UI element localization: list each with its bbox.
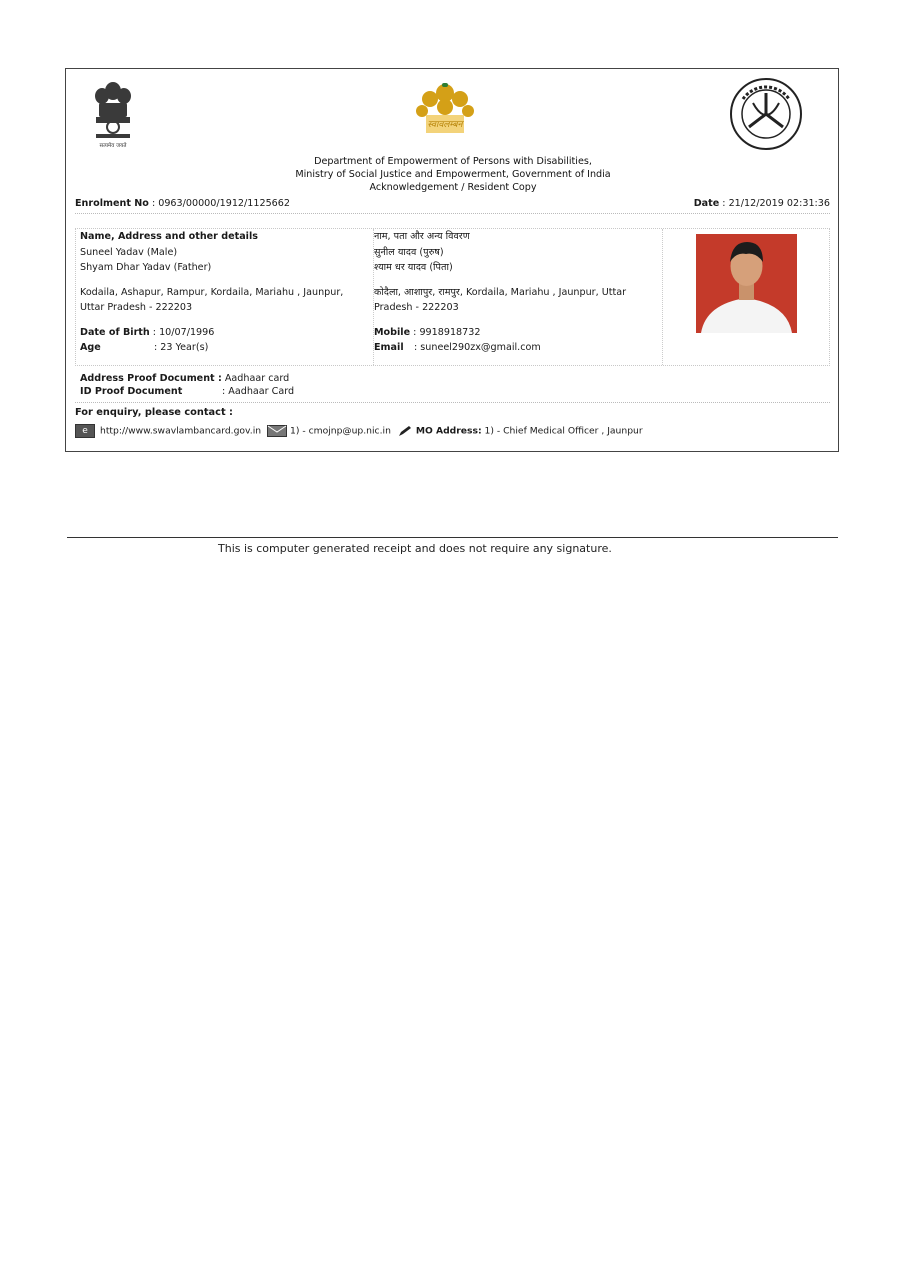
web-browser-icon: e	[75, 424, 95, 438]
address-line2-hi: Pradesh - 222203	[374, 302, 459, 313]
proof-divider	[75, 402, 830, 403]
address-proof-value: Aadhaar card	[221, 373, 290, 384]
contact-line	[75, 424, 643, 438]
mail-icon	[267, 425, 287, 437]
footer-rule	[67, 537, 838, 538]
address-line1-en: Kodaila, Ashapur, Rampur, Kordaila, Mariahu , Jaunpur,	[80, 286, 344, 298]
address-proof-label: Address Proof Document :	[80, 373, 222, 384]
age-value: : 23 Year(s)	[154, 342, 209, 353]
mo-address-label: MO Address:	[415, 425, 482, 437]
address-line2-en: Uttar Pradesh - 222203	[80, 302, 193, 313]
date-value: : 21/12/2019 02:31:36	[722, 198, 830, 209]
contact-email[interactable]: 1) - cmojnp@up.nic.in	[290, 425, 391, 437]
enrolment-value: : 0963/00000/1912/1125662	[151, 198, 290, 209]
header-line-department: Department of Empowerment of Persons with Disabilities,	[314, 156, 592, 167]
swavlamban-logo-text: स्वावलम्बन	[427, 120, 463, 130]
dob-value: : 10/07/1996	[152, 326, 215, 338]
address-line1-hi: कोदैला, आशापुर, रामपुर, Kordaila, Mariahu , Jaunpur, Uttar	[374, 286, 627, 298]
enrolment-label: Enrolment No	[75, 198, 149, 209]
enquiry-title: For enquiry, please contact :	[75, 407, 233, 418]
national-emblem-logo	[90, 79, 136, 149]
details-english	[80, 229, 365, 356]
id-proof	[80, 385, 294, 398]
applicant-name-en: Suneel Yadav (Male)	[80, 246, 178, 258]
up-government-seal	[729, 77, 803, 151]
department-header	[66, 155, 840, 195]
emblem-caption: सत्यमेव जयते	[99, 143, 127, 149]
date-of-birth	[80, 325, 365, 341]
pen-icon	[398, 425, 412, 437]
header-line-acknowledgement: Acknowledgement / Resident Copy	[369, 182, 537, 194]
id-proof-value: : Aadhaar Card	[222, 386, 295, 397]
enrolment-number	[75, 198, 290, 209]
applicant-name-hi: सुनील यादव (पुरुष)	[374, 246, 444, 258]
address-proof	[80, 372, 294, 385]
swavlamban-logo	[412, 79, 478, 141]
email	[374, 340, 664, 356]
mobile	[374, 325, 664, 341]
father-name-hi: श्याम धर यादव (पिता)	[374, 262, 453, 273]
footer-note: This is computer generated receipt and does not require any signature.	[218, 542, 612, 555]
photo-column	[662, 229, 831, 365]
mobile-label: Mobile	[374, 326, 411, 338]
header-line-ministry: Ministry of Social Justice and Empowerment, Government of India	[295, 169, 611, 181]
age-label: Age	[80, 342, 101, 353]
father-name-en: Shyam Dhar Yadav (Father)	[80, 262, 212, 273]
id-proof-label: ID Proof Document	[80, 386, 183, 397]
mobile-value: : 9918918732	[413, 326, 481, 338]
mo-address-value: 1) - Chief Medical Officer , Jaunpur	[481, 425, 643, 437]
details-box	[75, 228, 830, 366]
enrolment-date	[694, 198, 830, 209]
applicant-photo	[696, 234, 797, 333]
details-heading-en: Name, Address and other details	[80, 231, 258, 242]
acknowledgement-card	[65, 68, 839, 452]
enrolment-row	[75, 198, 830, 214]
details-hindi	[373, 229, 664, 365]
dob-label: Date of Birth	[80, 326, 150, 338]
website-link[interactable]: http://www.swavlambancard.gov.in	[100, 425, 262, 437]
details-heading-hi: नाम, पता और अन्य विवरण	[374, 231, 470, 242]
email-value: : suneel290zx@gmail.com	[414, 342, 541, 353]
age	[80, 340, 365, 356]
date-label: Date	[693, 198, 720, 209]
proof-documents	[80, 372, 294, 398]
email-label: Email	[374, 342, 404, 353]
